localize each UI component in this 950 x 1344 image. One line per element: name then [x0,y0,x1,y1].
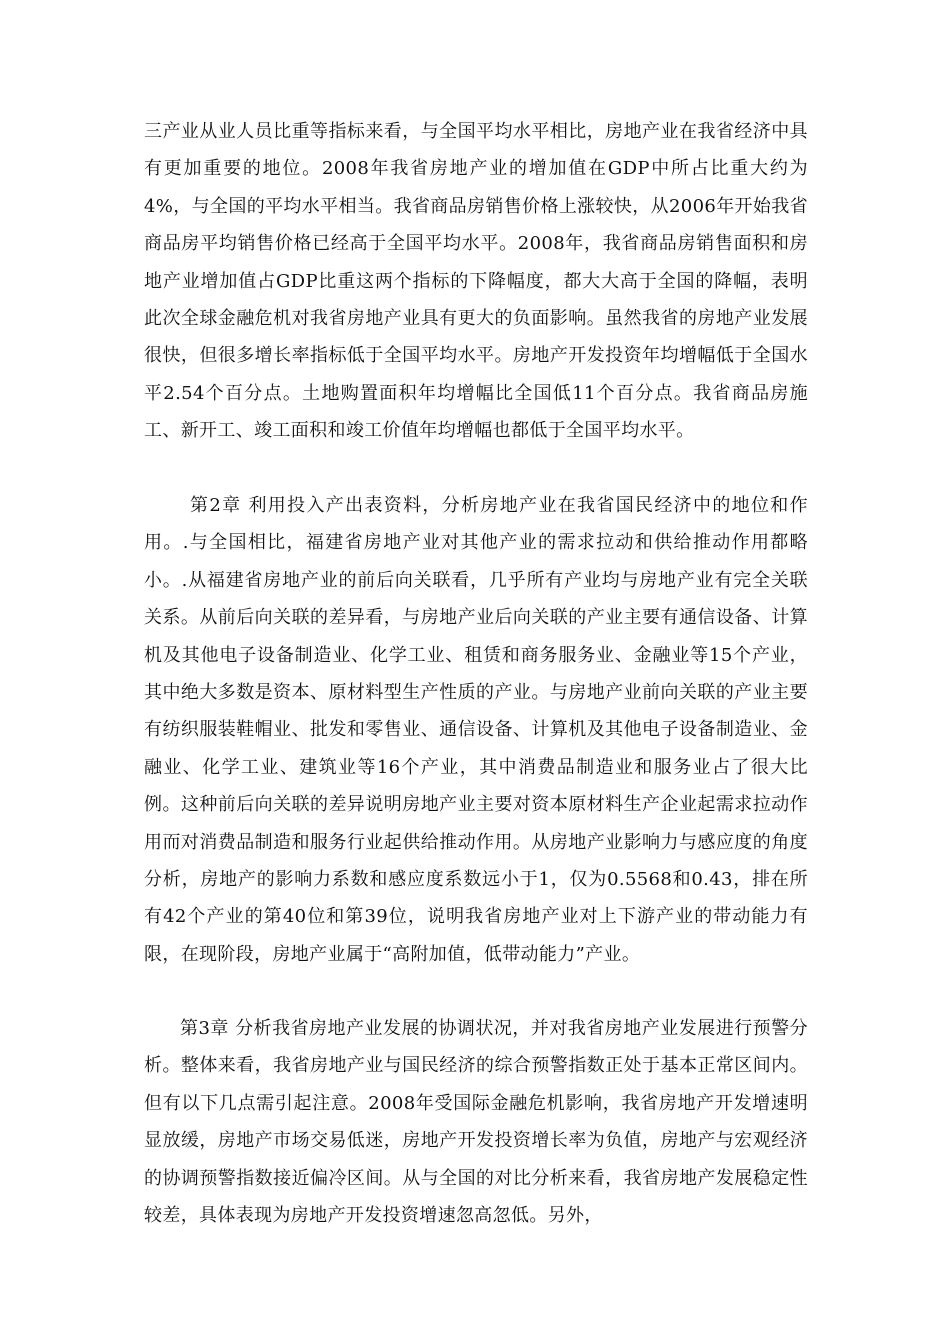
body-paragraph-intro: 三产业从业人员比重等指标来看，与全国平均水平相比，房地产业在我省经济中具有更加重要的地位。2008年我省房地产业的增加值在GDP中所占比重大约为4%，与全国的平均水平相当。我省商品房销售价格上涨较快，从2006年开始我省商品房平均销售价格已经高于全国平均水平。2008年，我省商品房销售面积和房地产业增加值占GDP比重这两个指标的下降幅度，都大大高于全国的降幅，表明此次全球金融危机对我省房地产业具有更大的负面影响。虽然我省的房地产业发展很快，但很多增长率指标低于全国平均水平。房地产开发投资年均增幅低于全国水平2.54个百分点。土地购置面积年均增幅比全国低11个百分点。我省商品房施工、新开工、竣工面积和竣工价值年均增幅也都低于全国平均水平。 [144,121,808,442]
body-paragraph-chapter-3: 第3章 分析我省房地产业发展的协调状况，并对我省房地产业发展进行预警分析。整体来看，我省房地产业与国民经济的综合预警指数正处于基本正常区间内。但有以下几点需引起注意。2008年受国际金融危机影响，我省房地产开发增速明显放缓，房地产市场交易低迷，房地产开发投资增长率为负值，房地产与宏观经济的协调预警指数接近偏冷区间。从与全国的对比分析来看，我省房地产发展稳定性较差，具体表现为房地产开发投资增速忽高忽低。另外， [144,1018,808,1227]
body-paragraph-chapter-2: 第2章 利用投入产出表资料，分析房地产业在我省国民经济中的地位和作用。.与全国相比，福建省房地产业对其他产业的需求拉动和供给推动作用都略小。.从福建省房地产业的前后向关联看，几乎所有产业均与房地产业有完全关联关系。从前后向关联的差异看，与房地产业后向关联的产业主要有通信设备、计算机及其他电子设备制造业、化学工业、租赁和商务服务业、金融业等15个产业，其中绝大多数是资本、原材料型生产性质的产业。与房地产业前向关联的产业主要有纺织服装鞋帽业、批发和零售业、通信设备、计算机及其他电子设备制造业、金融业、化学工业、建筑业等16个产业，其中消费品制造业和服务业占了很大比例。这种前后向关联的差异说明房地产业主要对资本原材料生产企业起需求拉动作用而对消费品制造和服务行业起供给推动作用。从房地产业影响力与感应度的角度分析，房地产的影响力系数和感应度系数远小于1，仅为0.5568和0.43，排在所有42个产业的第40位和第39位，说明我省房地产业对上下游产业的带动能力有限，在现阶段，房地产业属于“高附加值，低带动能力”产业。 [144,495,808,965]
